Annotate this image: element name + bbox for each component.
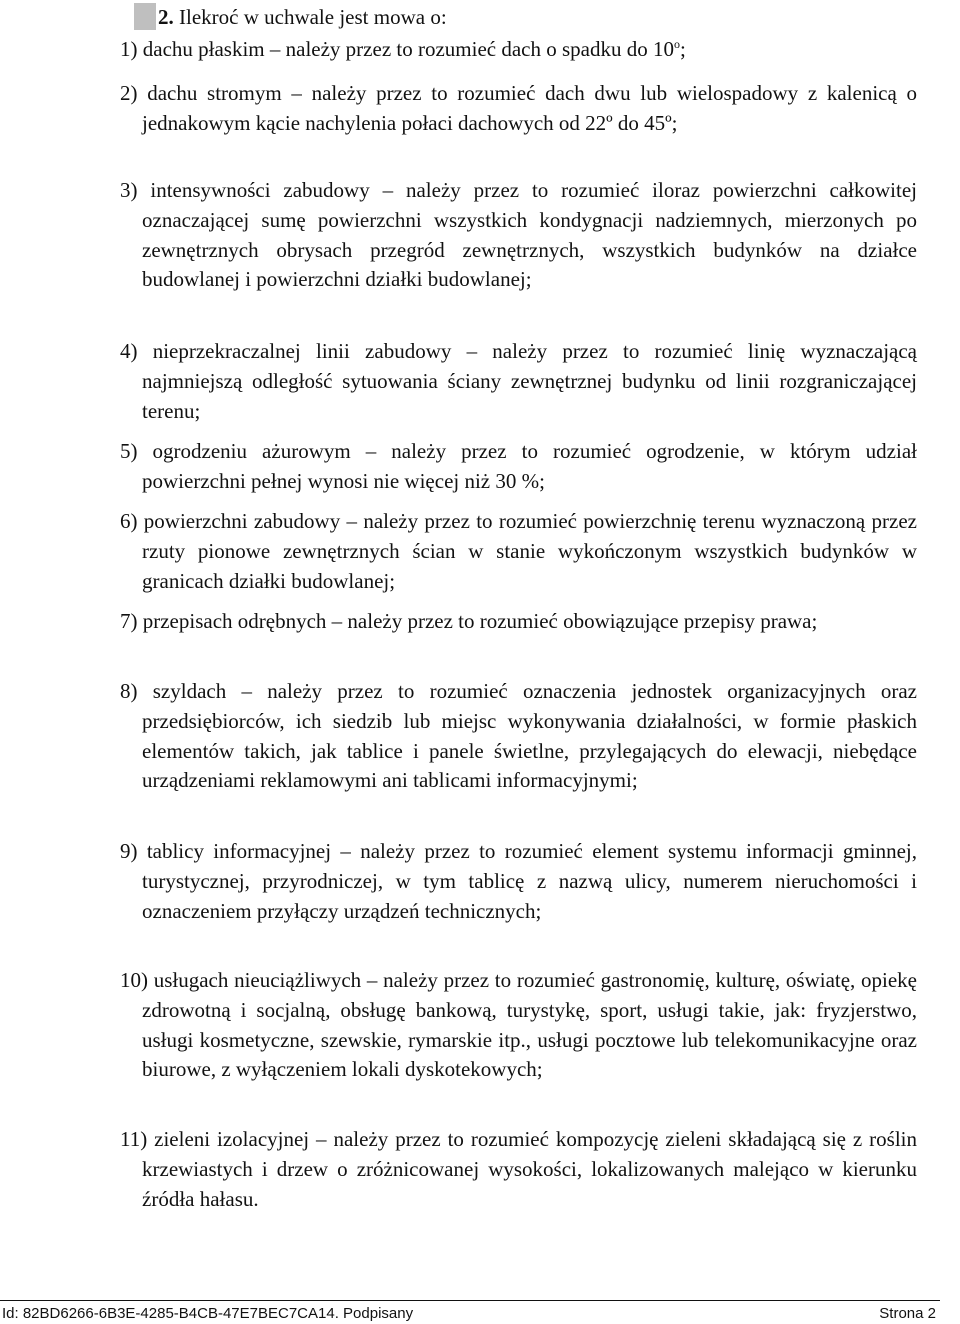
degree-superscript: o <box>673 37 680 51</box>
footer-divider <box>0 1300 940 1301</box>
definition-item-10: 10) usługach nieuciążliwych – należy przez to rozumieć gastronomię, kulturę, oświatę, opiekę zdrowotną i socjalną, obsługę bankową, turystykę, sport, usługi takie, jak: fryzjerstwo, usługi kosmetyczne, szewskie, rymarskie itp., usługi pocztowe lub telekomunikacyjne oraz biurowe, z wyłączeniem lokali dyskotekowych; <box>120 968 917 1082</box>
definition-item-2: 2) dachu stromym – należy przez to rozumieć dach dwu lub wielospadowy z kalenicą o jednakowym kącie nachylenia połaci dachowych od 22º do 45º; <box>120 81 917 135</box>
section-marker <box>134 3 156 30</box>
definition-item-4: 4) nieprzekraczalnej linii zabudowy – należy przez to rozumieć linię wyznaczającą najmniejszą odległość sytuowania ściany zewnętrznej budynku od linii rozgraniczającej terenu; <box>120 339 917 423</box>
definition-item-11: 11) zieleni izolacyjnej – należy przez to rozumieć kompozycję zieleni składającą się z roślin krzewiastych i drzew o zróżnicowanej wysokości, lokalizowanych malejąco w kierunku źródła hałasu. <box>120 1127 917 1211</box>
definition-item-9: 9) tablicy informacyjnej – należy przez to rozumieć element systemu informacji gminnej, turystycznej, przyrodniczej, w tym tablicę z nazwą ulicy, numerem nieruchomości i oznaczeniem przyłączy urządzeń technicznych; <box>120 839 917 923</box>
footer-document-id: Id: 82BD6266-6B3E-4285-B4CB-47E7BEC7CA14. Podpisany <box>2 1305 414 1322</box>
definition-item-7: 7) przepisach odrębnych – należy przez to rozumieć obowiązujące przepisy prawa; <box>120 609 818 633</box>
section-number: 2. <box>158 5 174 29</box>
definition-item-3: 3) intensywności zabudowy – należy przez to rozumieć iloraz powierzchni całkowitej oznaczającej sumę powierzchni wszystkich kondygnacji nadziemnych, mierzonych po zewnętrznych obrysach przegród zewnętrznych, wszystkich budynków na działce budowlanej i powierzchni działki budowlanej; <box>120 178 917 292</box>
footer-page-number: Strona 2 <box>879 1305 936 1322</box>
section-heading <box>134 2 447 32</box>
section-heading-text: Ilekroć w uchwale jest mowa o: <box>179 5 447 29</box>
definition-item-6: 6) powierzchni zabudowy – należy przez to rozumieć powierzchnię terenu wyznaczoną przez rzuty pionowe zewnętrznych ścian w stanie wykończonym wszystkich budynków w granicach działki budowlanej; <box>120 509 917 593</box>
definition-item-8: 8) szyldach – należy przez to rozumieć oznaczenia jednostek organizacyjnych oraz przedsiębiorców, ich siedzib lub miejsc wykonywania działalności, w formie płaskich elementów takich, jak tablice i panele świetlne, przylegających do elewacji, niebędące urządzeniami reklamowymi ani tablicami informacyjnymi; <box>120 679 917 793</box>
definition-item-5: 5) ogrodzeniu ażurowym – należy przez to rozumieć ogrodzenie, w którym udział powierzchni pełnej wynosi nie więcej niż 30 %; <box>120 439 917 493</box>
definition-item-1: 1) dachu płaskim – należy przez to rozumieć dach o spadku do 10$^o$; <box>120 37 686 61</box>
